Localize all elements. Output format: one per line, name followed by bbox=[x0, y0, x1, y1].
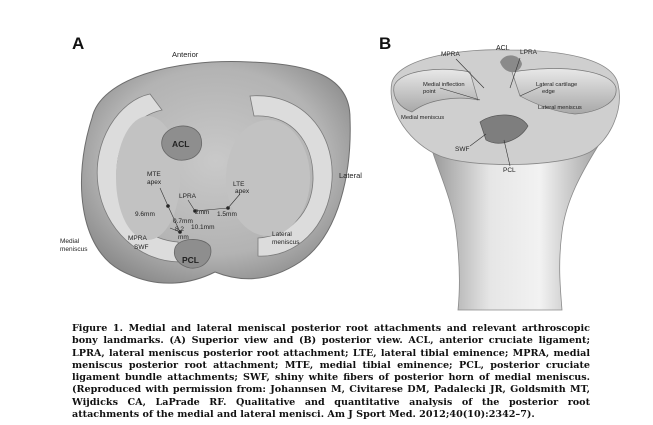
label-medial-meniscus-b: Medial meniscus bbox=[401, 115, 445, 121]
label-lateral-meniscus-a: meniscus bbox=[272, 239, 300, 246]
label-lateral-l: Lateral bbox=[272, 231, 292, 238]
label-medial-inflection: Medial inflection bbox=[423, 82, 465, 88]
label-mpra-b: MPRA bbox=[441, 51, 460, 58]
label-pcl-b: PCL bbox=[503, 167, 516, 174]
label-acl-a: ACL bbox=[172, 139, 190, 149]
label-acl-b: ACL bbox=[496, 45, 510, 52]
panel-a-letter: A bbox=[72, 34, 85, 53]
label-swf-a: SWF bbox=[134, 244, 149, 251]
label-lte-apex: apex bbox=[235, 188, 250, 195]
label-swf-b: SWF bbox=[455, 146, 470, 153]
label-medial: Medial bbox=[60, 238, 80, 245]
label-2mm: 2mm bbox=[195, 209, 210, 216]
label-medial-meniscus-a: meniscus bbox=[60, 246, 88, 253]
label-pcl-a: PCL bbox=[182, 255, 199, 265]
figure-caption: Figure 1. Medial and lateral meniscal posterior root attachments and relevant arthroscopic bony landmarks. (A) Superior view and (B) posterior view. ACL, anterior cruciate ligament; LPRA, lateral meniscus posterior root attachment; LTE, lateral tibial eminence; MPRA, medial meniscus posterior root attachment; MTE, medial tibial eminence; PCL, posterior cruciate ligament bundle attachments; SWF, shiny white fibers of posterior horn of medial meniscus. (Reproduced with permission from: Johannsen M, Civitarese DM, Padalecki JR, Goldsmith MT, Wijdicks CA, LaPrade RF. Qualitative and quantitative analysis of the posterior root attachments of the medial and lateral menisci. Am J Sport Med. 2012;40(10):2342–7). bbox=[72, 323, 590, 421]
panel-b-letter: B bbox=[379, 34, 392, 53]
label-lateral-cartilage-edge: edge bbox=[542, 89, 555, 95]
label-lte: LTE bbox=[233, 181, 245, 188]
lateral-articular-surface bbox=[226, 120, 310, 236]
label-lateral-meniscus-b: Lateral meniscus bbox=[538, 105, 582, 111]
label-10-1mm: 10.1mm bbox=[191, 224, 215, 231]
label-0-7mm: 0.7mm bbox=[173, 218, 193, 225]
label-mte: MTE bbox=[147, 171, 161, 178]
label-medial-inflection-point: point bbox=[423, 89, 436, 95]
label-mpra-a: MPRA bbox=[128, 235, 147, 242]
label-lpra-b: LPRA bbox=[520, 49, 537, 56]
label-8-2: 8.2 bbox=[175, 226, 185, 233]
label-anterior: Anterior bbox=[172, 50, 199, 59]
label-mte-apex: apex bbox=[147, 179, 162, 186]
label-1-5mm: 1.5mm bbox=[217, 211, 237, 218]
label-lateral: Lateral bbox=[339, 171, 362, 180]
panel-b-drawing bbox=[391, 45, 619, 310]
panel-a-drawing bbox=[60, 50, 362, 283]
label-lateral-cartilage: Lateral cartilage bbox=[536, 82, 578, 88]
label-mm: mm bbox=[178, 234, 189, 241]
label-9-6mm: 9.6mm bbox=[135, 211, 155, 218]
label-lpra-a: LPRA bbox=[179, 193, 196, 200]
